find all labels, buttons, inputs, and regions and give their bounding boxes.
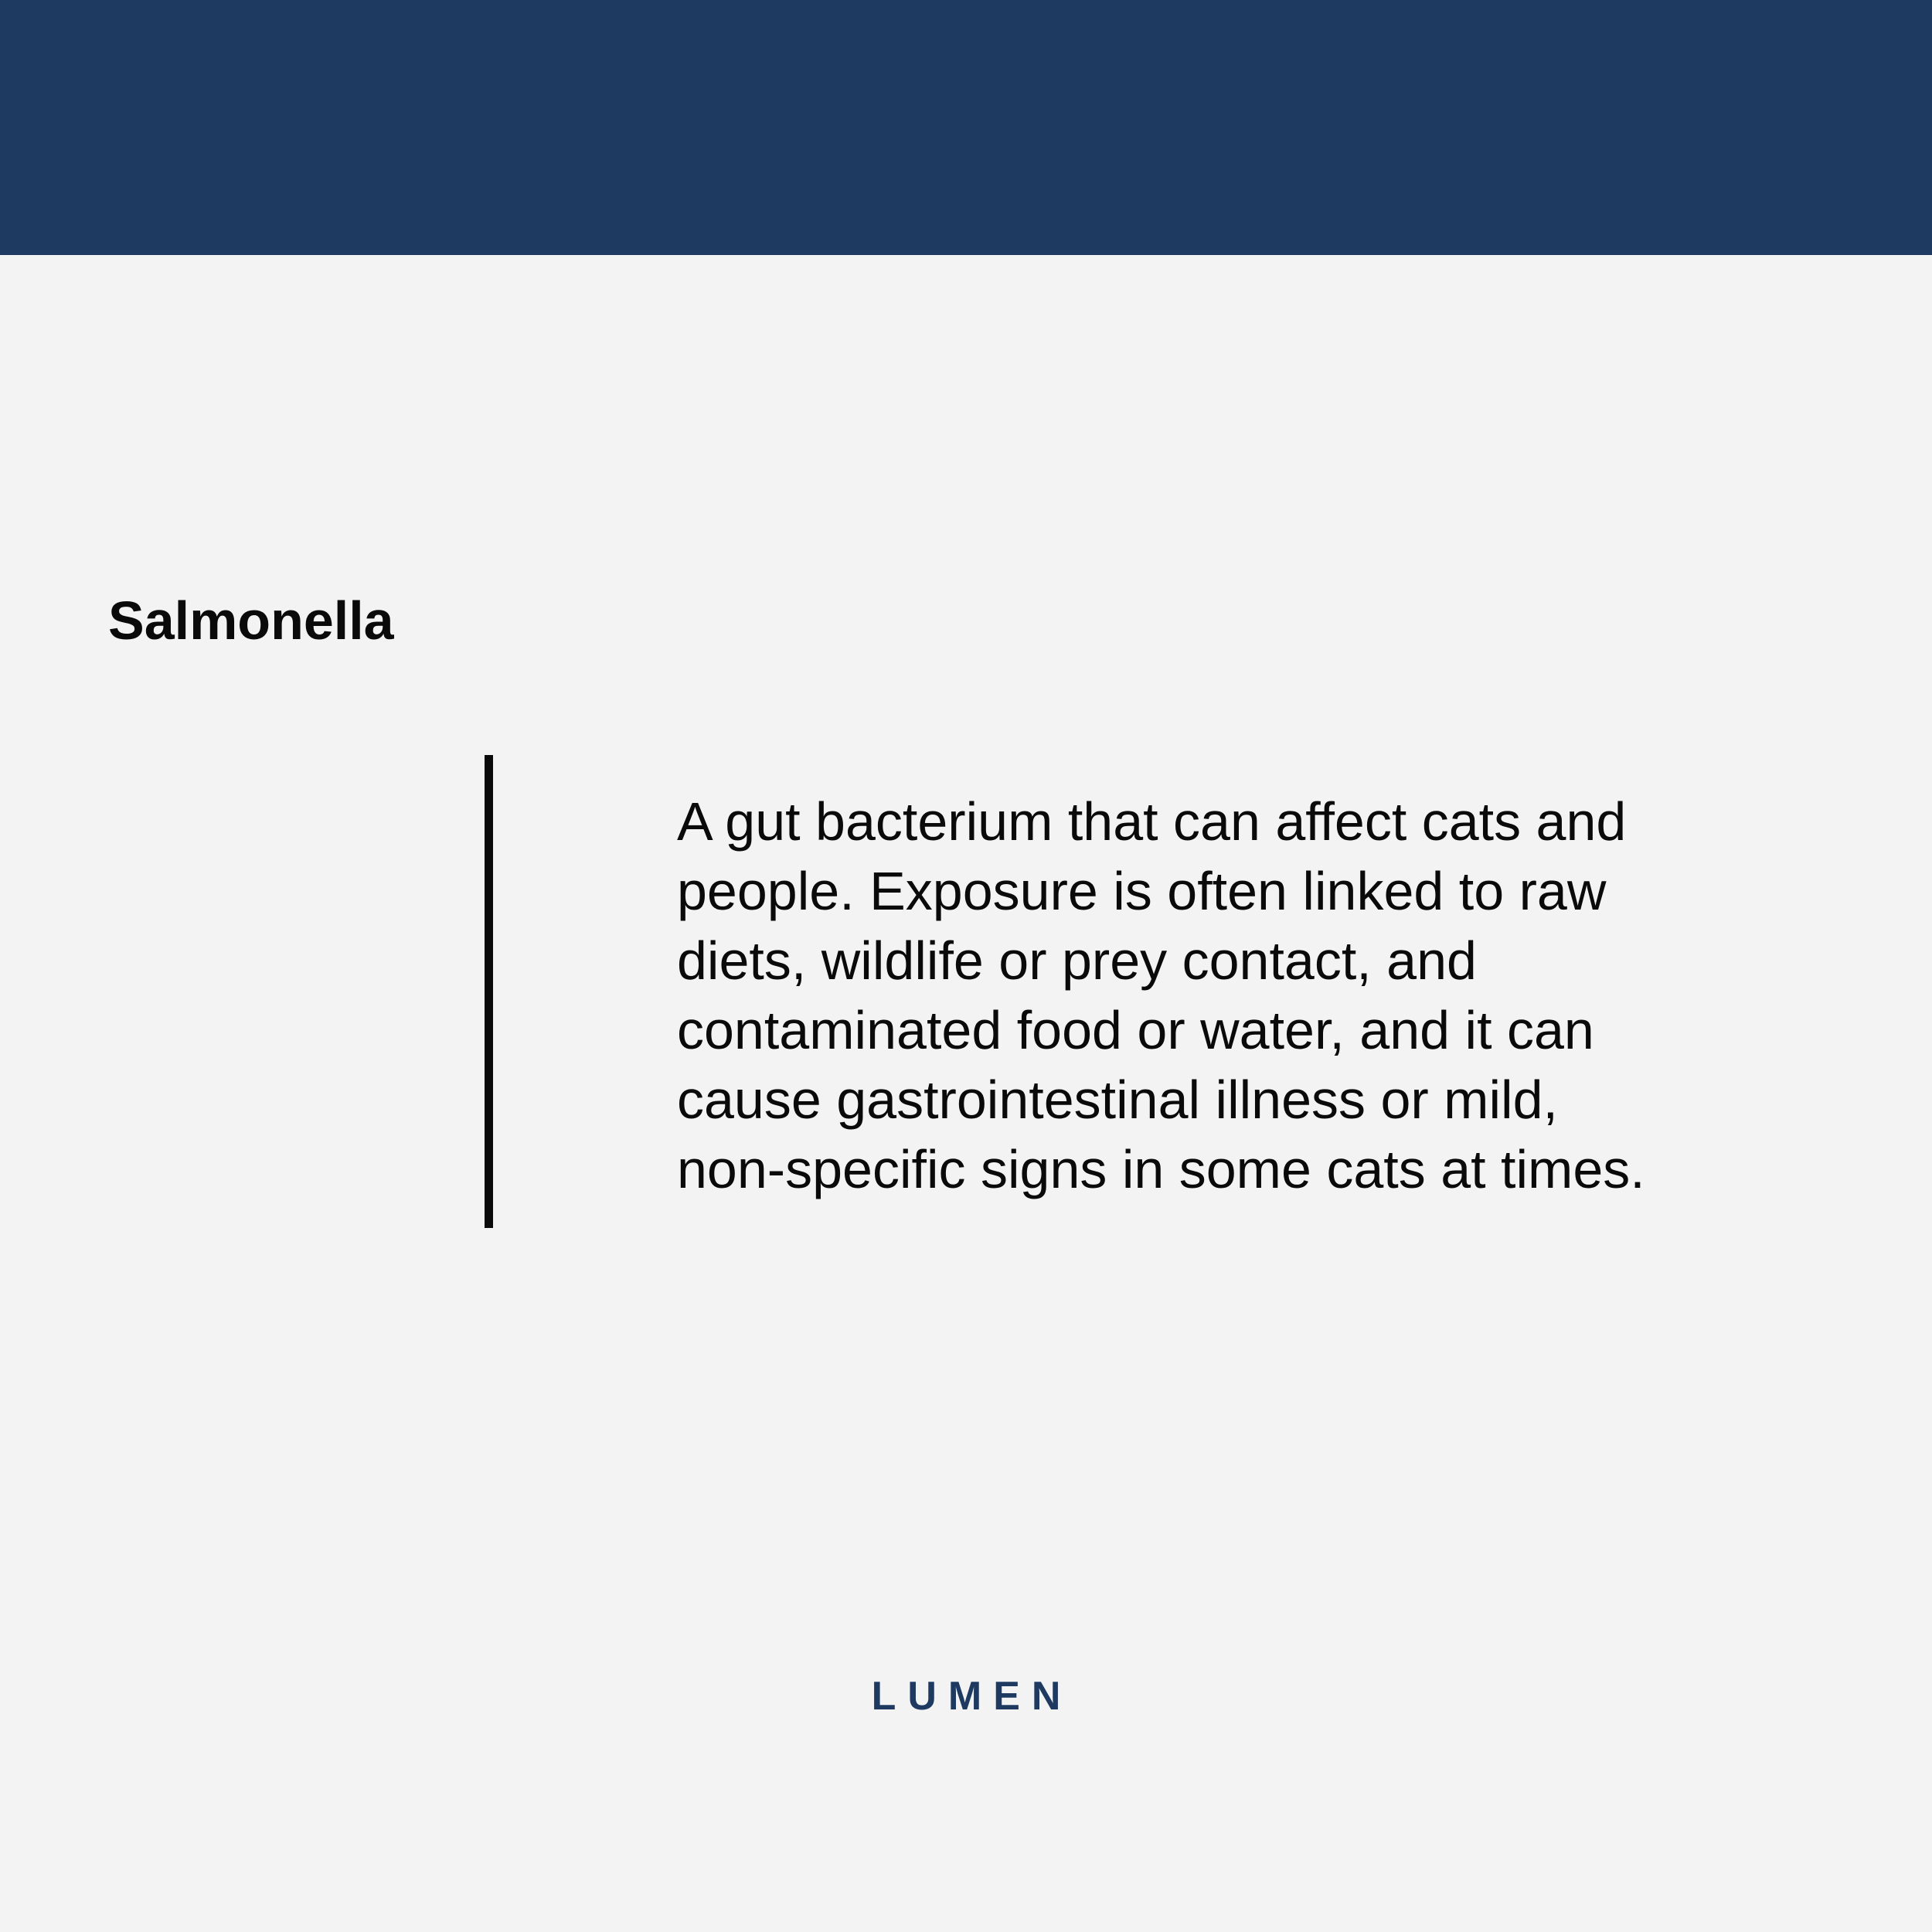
term-heading: Salmonella xyxy=(108,590,394,651)
definition-line: people. Exposure is often linked to raw xyxy=(677,861,1607,921)
definition-line: diets, wildlife or prey contact, and xyxy=(677,930,1477,991)
definition-line: A gut bacterium that can affect cats and xyxy=(677,791,1627,852)
brand-wordmark: LUMEN xyxy=(871,1674,1073,1719)
definition-line: non-specific signs in some cats at times. xyxy=(677,1139,1645,1199)
definition-line: contaminated food or water, and it can xyxy=(677,1000,1594,1060)
header-band xyxy=(0,0,1932,255)
definition-line: cause gastrointestinal illness or mild, xyxy=(677,1070,1558,1130)
accent-rule xyxy=(485,755,493,1228)
definition-text xyxy=(677,787,1805,1204)
